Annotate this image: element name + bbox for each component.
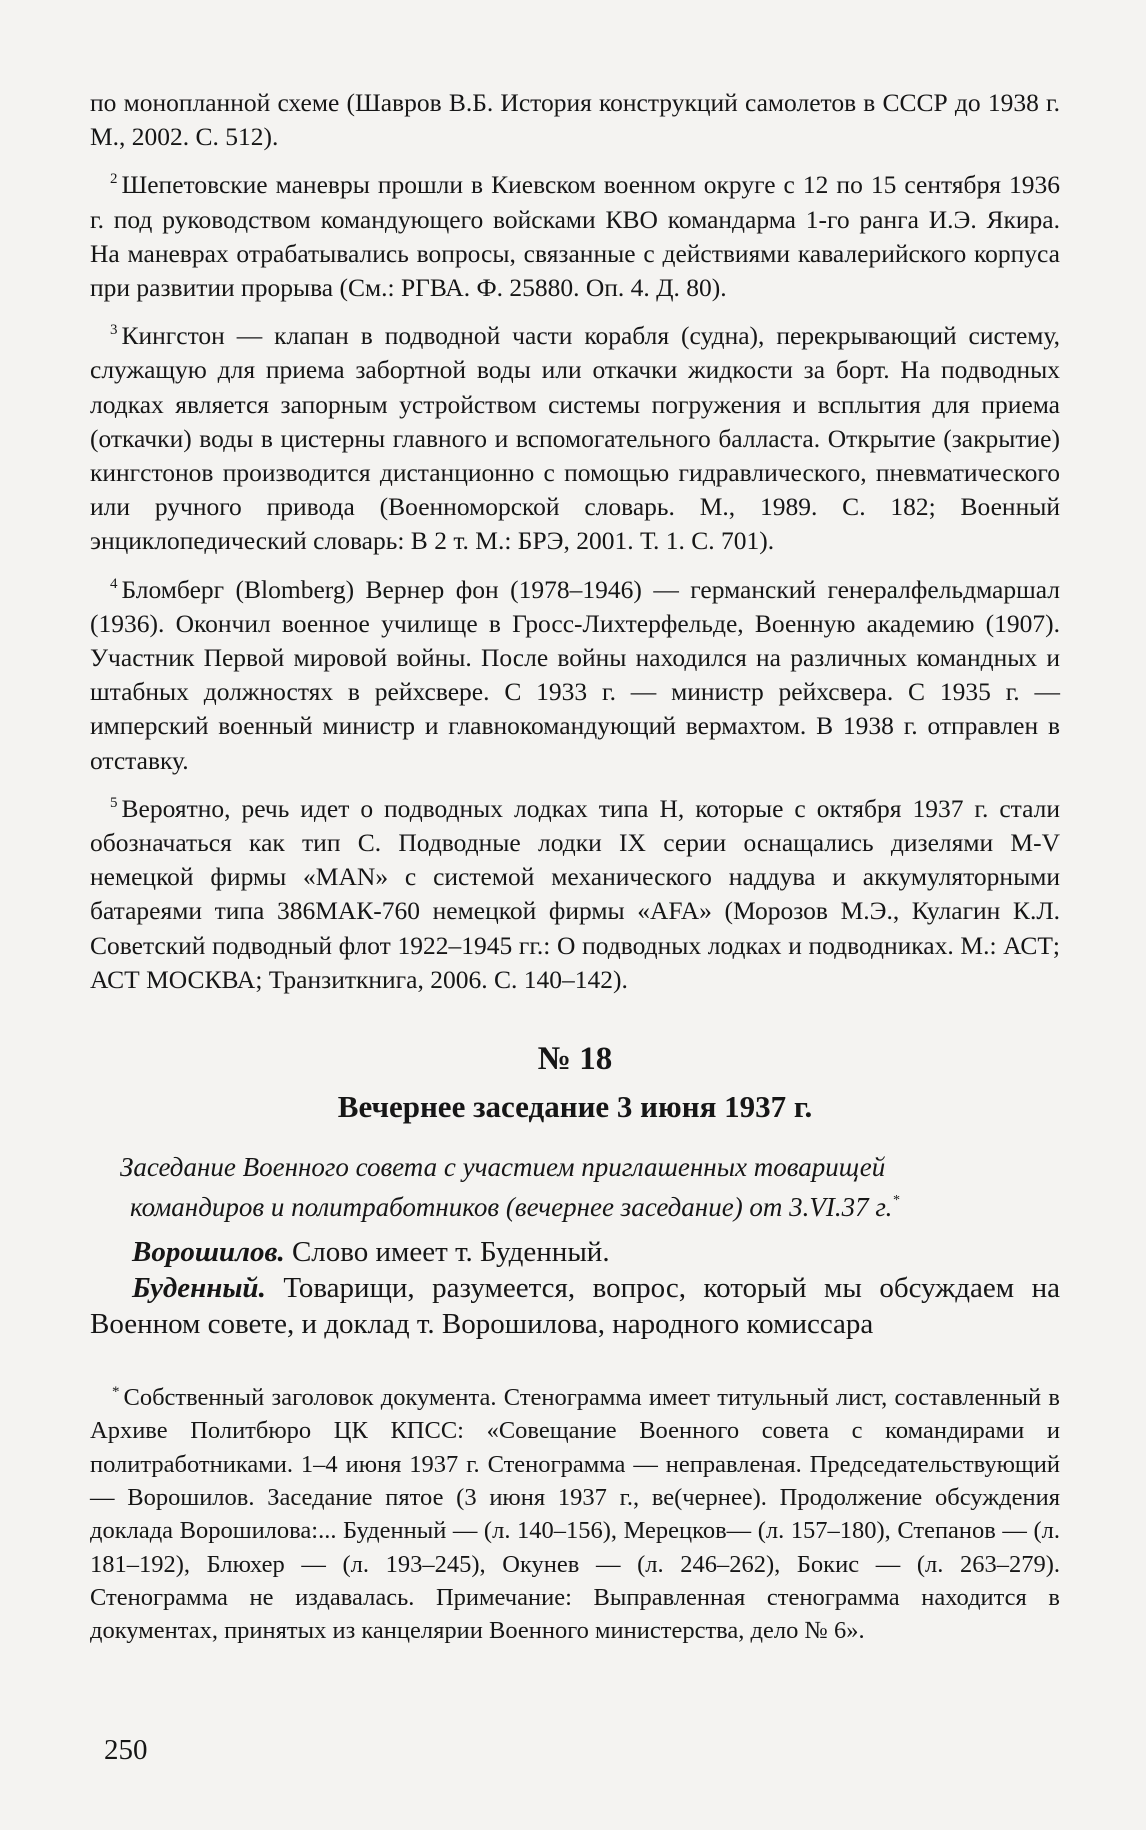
subtitle-line-1: Заседание Военного совета с участием приглашенных товарищей (120, 1152, 886, 1183)
footnote-number: 2 (110, 171, 118, 188)
footnote-text: Шепетовские маневры прошли в Киевском военном округе с 12 по 15 сентября 1936 г. под руководством командующего войсками КВО командарма 1-го ранга И.Э. Якира. На маневрах отрабатывались вопросы, связанные с действиями кавалерийского корпуса при развитии прорыва (См.: РГВА. Ф. 25880. Оп. 4. Д. 80). (90, 170, 1060, 303)
footnote-number: 4 (110, 575, 118, 592)
page-number: 250 (104, 1734, 148, 1766)
subtitle-line-2-text: командиров и политработников (вечернее заседание) от 3.VI.37 г. (130, 1192, 893, 1223)
speech-budenny (90, 1270, 1060, 1342)
footnote-mark: * (112, 1384, 120, 1401)
speech-text: Товарищи, разумеется, вопрос, который мы обсуждаем на Военном совете, и доклад т. Ворошилова, народного комиссара (90, 1272, 1060, 1341)
document-subtitle (90, 1151, 1060, 1224)
footnote-mark: * (892, 1193, 900, 1209)
subtitle-line-2 (90, 1184, 1060, 1224)
footnote-text: по монопланной схеме (Шавров В.Б. История конструкций самолетов в СССР до 1938 г. М., 2002. С. 512). (90, 88, 1060, 152)
speech-voroshilov (90, 1234, 1060, 1270)
footnote-number: 3 (110, 322, 118, 339)
document-number: № 18 (537, 1041, 613, 1078)
footnotes-top (90, 86, 1060, 997)
document-title: Вечернее заседание 3 июня 1937 г. (337, 1089, 813, 1125)
footnote-text: Бломберг (Blomberg) Вернер фон (1978–1946) — германский генералфельдмаршал (1936). Окончил военное училище в Гросс-Лихтерфельде, Военную академию (1907). Участник Первой мировой войны. После войны находился на различных командных и штабных должностях в рейхсвере. С 1933 г. — министр рейхсвера. С 1935 г. — имперский военный министр и главнокомандующий вермахтом. В 1938 г. отправлен в отставку. (90, 574, 1060, 775)
document-footnote (90, 1376, 1060, 1647)
speaker-name: Буденный. (132, 1272, 266, 1305)
footnote-text: Вероятно, речь идет о подводных лодках типа Н, которые с октября 1937 г. стали обозначаться как тип С. Подводные лодки IX серии оснащались дизелями M-V немецкой фирмы «MAN» с системой механического наддува и аккумуляторными батареями типа 386МАК-760 немецкой фирмы «AFA» (Морозов М.Э., Кулагин К.Л. Советский подводный флот 1922–1945 гг.: О подводных лодках и подводниках. М.: АСТ; АСТ МОСКВА; Транзиткнига, 2006. С. 140–142). (90, 793, 1060, 994)
footnote-text: Кингстон — клапан в подводной части корабля (судна), перекрывающий систему, служащую для приема забортной воды или откачки жидкости за борт. На подводных лодках является запорным устройством системы погружения и всплытия для приема (откачки) воды в цистерны главного и вспомогательного балласта. Открытие (закрытие) кингстонов производится дистанционно с помощью гидравлического, пневматического или ручного привода (Военноморской словарь. М., 1989. С. 182; Военный энциклопедический словарь: В 2 т. М.: БРЭ, 2001. Т. 1. С. 701). (90, 321, 1060, 556)
footnote-5 (90, 786, 1060, 997)
footnote-number: 5 (110, 794, 118, 811)
footnote-text: Собственный заголовок документа. Стенограмма имеет титульный лист, составленный в Архиве Политбюро ЦК КПСС: «Совещание Военного совета с командирами и политработниками. 1–4 июня 1937 г. Стенограмма — неправленая. Председательствующий — Ворошилов. Заседание пятое (3 июня 1937 г., ве(чернее). Продолжение обсуждения доклада Ворошилова:... Буденный — (л. 140–156), Мерецков— (л. 157–180), Степанов — (л. 181–192), Блюхер — (л. 193–245), Окунев — (л. 246–262), Бокис — (л. 263–279). Стенограмма не издавалась. Примечание: Выправленная стенограмма находится в документах, принятых из канцелярии Военного министерства, дело № 6». (90, 1384, 1060, 1645)
footnote-2 (90, 162, 1060, 305)
footnote-continuation (90, 86, 1060, 154)
speaker-name: Ворошилов. (132, 1236, 285, 1269)
speech-text: Слово имеет т. Буденный. (284, 1236, 610, 1269)
footnote-3 (90, 313, 1060, 558)
footnote-4 (90, 567, 1060, 778)
